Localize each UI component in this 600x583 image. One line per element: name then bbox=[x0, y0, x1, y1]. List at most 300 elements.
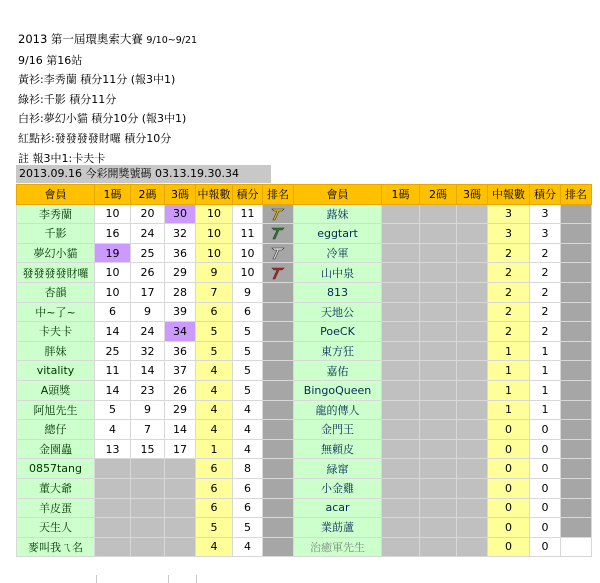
table-row bbox=[17, 478, 592, 498]
pick-n1-right bbox=[382, 420, 420, 440]
pick-n3-right bbox=[457, 224, 488, 244]
pick-n2: 24 bbox=[131, 322, 165, 342]
table-row bbox=[17, 224, 592, 244]
hit-count: 10 bbox=[196, 243, 233, 263]
col-member: 會員 bbox=[17, 185, 95, 205]
member-name: 夢幻小貓 bbox=[17, 243, 95, 263]
rank-cell-right bbox=[561, 263, 592, 283]
score-value-right: 2 bbox=[530, 322, 561, 342]
hit-count-right: 1 bbox=[488, 361, 530, 381]
col-n1: 1碼 bbox=[95, 185, 131, 205]
pick-n1-right bbox=[382, 302, 420, 322]
hit-count: 5 bbox=[196, 341, 233, 361]
pick-n2-right bbox=[420, 282, 457, 302]
member-name-right: 嘉佑 bbox=[294, 361, 382, 381]
pick-n1: 16 bbox=[95, 224, 131, 244]
member-name-right: 山中泉 bbox=[294, 263, 382, 283]
pick-n2-right bbox=[420, 341, 457, 361]
member-name-right: eggtart bbox=[294, 224, 382, 244]
pick-n3-right bbox=[457, 282, 488, 302]
score-value-right: 1 bbox=[530, 380, 561, 400]
pick-n2: 17 bbox=[131, 282, 165, 302]
pick-n1-right bbox=[382, 478, 420, 498]
col-n1-right: 1碼 bbox=[382, 185, 420, 205]
member-name-right: 業莇蘆 bbox=[294, 518, 382, 538]
score-value-right: 0 bbox=[530, 478, 561, 498]
score-value: 10 bbox=[233, 243, 263, 263]
score-value: 11 bbox=[233, 224, 263, 244]
pick-n3: 37 bbox=[165, 361, 196, 381]
member-name-right: 蕗妹 bbox=[294, 204, 382, 224]
hit-count: 4 bbox=[196, 400, 233, 420]
grid-line-stub bbox=[168, 575, 169, 583]
pick-n3: 36 bbox=[165, 341, 196, 361]
stage-line: 9/16 第16站 bbox=[18, 53, 83, 67]
hit-count: 10 bbox=[196, 224, 233, 244]
pick-n1-right bbox=[382, 282, 420, 302]
hit-count: 4 bbox=[196, 537, 233, 557]
pick-n2 bbox=[131, 459, 165, 479]
hit-count-right: 1 bbox=[488, 380, 530, 400]
pick-n1: 10 bbox=[95, 282, 131, 302]
table-row bbox=[17, 380, 592, 400]
pick-n3: 29 bbox=[165, 263, 196, 283]
pick-n1: 19 bbox=[95, 243, 131, 263]
pick-n3 bbox=[165, 498, 196, 518]
pick-n1: 6 bbox=[95, 302, 131, 322]
pick-n2-right bbox=[420, 400, 457, 420]
member-name: 胖妹 bbox=[17, 341, 95, 361]
table-row bbox=[17, 243, 592, 263]
member-name: 杏韻 bbox=[17, 282, 95, 302]
member-name: 發發發發財囉 bbox=[17, 263, 95, 283]
pick-n1-right bbox=[382, 498, 420, 518]
member-name: 麥叫我ㄟ名 bbox=[17, 537, 95, 557]
member-name-right: 金門王 bbox=[294, 420, 382, 440]
draw-result-bar: 2013.09.16 今彩開獎號碼 03.13.19.30.34 bbox=[16, 165, 271, 183]
hit-count-right: 3 bbox=[488, 204, 530, 224]
pick-n2: 9 bbox=[131, 302, 165, 322]
rank-cell bbox=[263, 341, 294, 361]
score-value: 4 bbox=[233, 439, 263, 459]
pick-n1-right bbox=[382, 537, 420, 557]
score-value-right: 2 bbox=[530, 263, 561, 283]
pick-n3: 29 bbox=[165, 400, 196, 420]
hit-count: 4 bbox=[196, 380, 233, 400]
score-value-right: 2 bbox=[530, 282, 561, 302]
hit-count-right: 0 bbox=[488, 498, 530, 518]
rank-cell bbox=[263, 537, 294, 557]
score-value-right: 2 bbox=[530, 302, 561, 322]
rank-cell bbox=[263, 498, 294, 518]
rank-cell bbox=[263, 204, 294, 224]
hit-count-right: 0 bbox=[488, 439, 530, 459]
pick-n3: 32 bbox=[165, 224, 196, 244]
date-range: 9/10~9/21 bbox=[146, 35, 198, 46]
yellow-jersey-icon bbox=[270, 207, 286, 221]
pick-n3: 17 bbox=[165, 439, 196, 459]
hit-count: 4 bbox=[196, 361, 233, 381]
pick-n2 bbox=[131, 498, 165, 518]
pick-n2-right bbox=[420, 322, 457, 342]
column-header-row bbox=[17, 185, 592, 205]
score-value-right: 0 bbox=[530, 498, 561, 518]
grid-line-stub bbox=[196, 575, 197, 583]
rank-cell-right bbox=[561, 518, 592, 538]
col-n2: 2碼 bbox=[131, 185, 165, 205]
score-value: 10 bbox=[233, 263, 263, 283]
hit-count: 7 bbox=[196, 282, 233, 302]
pick-n3 bbox=[165, 459, 196, 479]
contest-title: 2013 第一屆環奧索大賽 bbox=[18, 32, 143, 46]
col-rank: 排名 bbox=[263, 185, 294, 205]
pick-n3: 39 bbox=[165, 302, 196, 322]
pick-n2-right bbox=[420, 380, 457, 400]
rank-cell bbox=[263, 459, 294, 479]
pick-n3 bbox=[165, 478, 196, 498]
member-name: 中~了~ bbox=[17, 302, 95, 322]
pick-n1: 5 bbox=[95, 400, 131, 420]
pick-n3: 36 bbox=[165, 243, 196, 263]
score-value: 4 bbox=[233, 420, 263, 440]
pick-n2-right bbox=[420, 361, 457, 381]
member-name-right: 緑窜 bbox=[294, 459, 382, 479]
pick-n3-right bbox=[457, 263, 488, 283]
pick-n1 bbox=[95, 478, 131, 498]
col-n2-right: 2碼 bbox=[420, 185, 457, 205]
col-score-right: 積分 bbox=[530, 185, 561, 205]
pick-n2-right bbox=[420, 224, 457, 244]
rank-cell bbox=[263, 322, 294, 342]
pick-n2: 26 bbox=[131, 263, 165, 283]
col-hits: 中報數 bbox=[196, 185, 233, 205]
pick-n3: 26 bbox=[165, 380, 196, 400]
table-row bbox=[17, 420, 592, 440]
hit-count: 5 bbox=[196, 518, 233, 538]
rank-cell-right bbox=[561, 380, 592, 400]
score-value: 9 bbox=[233, 282, 263, 302]
member-name: 卡夫卡 bbox=[17, 322, 95, 342]
pick-n3-right bbox=[457, 204, 488, 224]
member-name: 金園蟲 bbox=[17, 439, 95, 459]
hit-count-right: 0 bbox=[488, 478, 530, 498]
col-rank-right: 排名 bbox=[561, 185, 592, 205]
score-value: 8 bbox=[233, 459, 263, 479]
col-hits-right: 中報數 bbox=[488, 185, 530, 205]
hit-count: 6 bbox=[196, 498, 233, 518]
score-value: 6 bbox=[233, 302, 263, 322]
hit-count: 5 bbox=[196, 322, 233, 342]
table-row bbox=[17, 302, 592, 322]
member-name-right: 813 bbox=[294, 282, 382, 302]
rank-cell bbox=[263, 282, 294, 302]
pick-n3-right bbox=[457, 537, 488, 557]
hit-count: 9 bbox=[196, 263, 233, 283]
member-name: 天生人 bbox=[17, 518, 95, 538]
pick-n1: 14 bbox=[95, 380, 131, 400]
score-value: 5 bbox=[233, 380, 263, 400]
pick-n3-right bbox=[457, 361, 488, 381]
grid-line-stub bbox=[96, 575, 97, 583]
member-name-right: 小金雞 bbox=[294, 478, 382, 498]
score-value-right: 0 bbox=[530, 459, 561, 479]
pick-n1: 11 bbox=[95, 361, 131, 381]
member-name-right: BingoQueen bbox=[294, 380, 382, 400]
col-n3-right: 3碼 bbox=[457, 185, 488, 205]
table-row bbox=[17, 518, 592, 538]
pick-n2 bbox=[131, 537, 165, 557]
pick-n2-right bbox=[420, 420, 457, 440]
rank-cell bbox=[263, 400, 294, 420]
pick-n3-right bbox=[457, 498, 488, 518]
member-name: 總仔 bbox=[17, 420, 95, 440]
pick-n3-right bbox=[457, 400, 488, 420]
score-value: 6 bbox=[233, 478, 263, 498]
pick-n2-right bbox=[420, 498, 457, 518]
hit-count-right: 3 bbox=[488, 224, 530, 244]
polka-jersey-icon bbox=[270, 266, 286, 280]
note-line: 註 報3中1:卡夫卡 bbox=[18, 151, 106, 165]
rank-cell-right bbox=[561, 498, 592, 518]
pick-n1-right bbox=[382, 459, 420, 479]
rank-cell bbox=[263, 439, 294, 459]
pick-n3: 28 bbox=[165, 282, 196, 302]
pick-n1-right bbox=[382, 400, 420, 420]
rank-cell-right bbox=[561, 341, 592, 361]
score-value-right: 1 bbox=[530, 341, 561, 361]
score-value-right: 1 bbox=[530, 361, 561, 381]
rank-cell-right bbox=[561, 400, 592, 420]
pick-n1: 10 bbox=[95, 263, 131, 283]
pick-n1-right bbox=[382, 380, 420, 400]
col-member-right: 會員 bbox=[294, 185, 382, 205]
pick-n2: 23 bbox=[131, 380, 165, 400]
score-value-right: 3 bbox=[530, 204, 561, 224]
white-jersey-line: 白衫:夢幻小貓 積分10分 (報3中1) bbox=[18, 112, 187, 126]
pick-n1-right bbox=[382, 263, 420, 283]
pick-n3-right bbox=[457, 459, 488, 479]
member-name-right: acar bbox=[294, 498, 382, 518]
score-value: 5 bbox=[233, 322, 263, 342]
yellow-jersey-line: 黃衫:李秀蘭 積分11分 (報3中1) bbox=[18, 73, 176, 87]
score-value-right: 1 bbox=[530, 400, 561, 420]
table-row bbox=[17, 322, 592, 342]
pick-n2: 20 bbox=[131, 204, 165, 224]
rank-cell bbox=[263, 361, 294, 381]
score-value: 4 bbox=[233, 400, 263, 420]
pick-n2: 15 bbox=[131, 439, 165, 459]
pick-n2-right bbox=[420, 459, 457, 479]
score-value: 5 bbox=[233, 341, 263, 361]
table-row bbox=[17, 400, 592, 420]
pick-n2-right bbox=[420, 302, 457, 322]
rank-cell bbox=[263, 243, 294, 263]
pick-n3-right bbox=[457, 518, 488, 538]
table-row bbox=[17, 263, 592, 283]
rank-cell-right bbox=[561, 478, 592, 498]
pick-n3-right bbox=[457, 380, 488, 400]
pick-n3 bbox=[165, 537, 196, 557]
rank-cell-right bbox=[561, 361, 592, 381]
green-jersey-line: 綠衫:千影 積分11分 bbox=[18, 92, 117, 106]
rank-cell-right bbox=[561, 322, 592, 342]
white-jersey-icon bbox=[270, 246, 286, 260]
member-name-right: 東方狂 bbox=[294, 341, 382, 361]
pick-n1 bbox=[95, 459, 131, 479]
pick-n2: 24 bbox=[131, 224, 165, 244]
standings-table bbox=[16, 184, 592, 557]
hit-count-right: 0 bbox=[488, 459, 530, 479]
score-value: 5 bbox=[233, 361, 263, 381]
rank-cell bbox=[263, 518, 294, 538]
pick-n1-right bbox=[382, 224, 420, 244]
hit-count-right: 0 bbox=[488, 420, 530, 440]
polka-jersey-line: 紅點衫:發發發發財囉 積分10分 bbox=[18, 131, 172, 145]
hit-count: 6 bbox=[196, 459, 233, 479]
pick-n3-right bbox=[457, 478, 488, 498]
rank-cell-right bbox=[561, 537, 592, 557]
rank-cell bbox=[263, 224, 294, 244]
pick-n2-right bbox=[420, 537, 457, 557]
member-name-right: 龍的傳人 bbox=[294, 400, 382, 420]
rank-cell-right bbox=[561, 204, 592, 224]
table-row bbox=[17, 204, 592, 224]
rank-cell-right bbox=[561, 282, 592, 302]
pick-n2: 25 bbox=[131, 243, 165, 263]
member-name-right: 治癒軍先生 bbox=[294, 537, 382, 557]
pick-n2: 32 bbox=[131, 341, 165, 361]
hit-count-right: 2 bbox=[488, 302, 530, 322]
rank-cell-right bbox=[561, 420, 592, 440]
pick-n1-right bbox=[382, 361, 420, 381]
hit-count-right: 2 bbox=[488, 322, 530, 342]
pick-n1-right bbox=[382, 518, 420, 538]
pick-n1: 4 bbox=[95, 420, 131, 440]
score-value: 4 bbox=[233, 537, 263, 557]
pick-n3: 14 bbox=[165, 420, 196, 440]
table-row bbox=[17, 361, 592, 381]
pick-n3-right bbox=[457, 243, 488, 263]
member-name: 董大爺 bbox=[17, 478, 95, 498]
pick-n2 bbox=[131, 518, 165, 538]
member-name: 羊皮蛋 bbox=[17, 498, 95, 518]
score-value: 11 bbox=[233, 204, 263, 224]
pick-n3: 34 bbox=[165, 322, 196, 342]
pick-n3-right bbox=[457, 439, 488, 459]
score-value-right: 0 bbox=[530, 537, 561, 557]
member-name: 千影 bbox=[17, 224, 95, 244]
pick-n3-right bbox=[457, 322, 488, 342]
score-value-right: 3 bbox=[530, 224, 561, 244]
table-row bbox=[17, 459, 592, 479]
rank-cell-right bbox=[561, 439, 592, 459]
table-row bbox=[17, 341, 592, 361]
pick-n1-right bbox=[382, 341, 420, 361]
pick-n2: 7 bbox=[131, 420, 165, 440]
member-name: A頭獎 bbox=[17, 380, 95, 400]
pick-n1 bbox=[95, 518, 131, 538]
rank-cell bbox=[263, 478, 294, 498]
table-row bbox=[17, 282, 592, 302]
pick-n2 bbox=[131, 478, 165, 498]
hit-count: 10 bbox=[196, 204, 233, 224]
pick-n1-right bbox=[382, 243, 420, 263]
pick-n1: 25 bbox=[95, 341, 131, 361]
pick-n2-right bbox=[420, 243, 457, 263]
pick-n1: 13 bbox=[95, 439, 131, 459]
rank-cell bbox=[263, 380, 294, 400]
member-name-right: PoeCK bbox=[294, 322, 382, 342]
pick-n3-right bbox=[457, 341, 488, 361]
hit-count: 1 bbox=[196, 439, 233, 459]
pick-n2-right bbox=[420, 204, 457, 224]
score-value-right: 2 bbox=[530, 243, 561, 263]
rank-cell bbox=[263, 302, 294, 322]
pick-n2: 9 bbox=[131, 400, 165, 420]
pick-n3-right bbox=[457, 302, 488, 322]
table-row bbox=[17, 537, 592, 557]
pick-n2-right bbox=[420, 263, 457, 283]
pick-n1-right bbox=[382, 439, 420, 459]
score-value-right: 0 bbox=[530, 439, 561, 459]
hit-count: 6 bbox=[196, 478, 233, 498]
member-name: 0857tang bbox=[17, 459, 95, 479]
member-name: vitality bbox=[17, 361, 95, 381]
hit-count-right: 1 bbox=[488, 341, 530, 361]
member-name: 李秀蘭 bbox=[17, 204, 95, 224]
rank-cell-right bbox=[561, 243, 592, 263]
rank-cell-right bbox=[561, 459, 592, 479]
col-n3: 3碼 bbox=[165, 185, 196, 205]
hit-count-right: 0 bbox=[488, 518, 530, 538]
pick-n1-right bbox=[382, 204, 420, 224]
hit-count: 6 bbox=[196, 302, 233, 322]
table-row bbox=[17, 498, 592, 518]
pick-n3 bbox=[165, 518, 196, 538]
contest-title-line bbox=[18, 30, 197, 51]
score-value-right: 0 bbox=[530, 420, 561, 440]
pick-n3: 30 bbox=[165, 204, 196, 224]
member-name: 阿旭先生 bbox=[17, 400, 95, 420]
hit-count-right: 1 bbox=[488, 400, 530, 420]
pick-n1: 10 bbox=[95, 204, 131, 224]
hit-count: 4 bbox=[196, 420, 233, 440]
member-name-right: 無頼皮 bbox=[294, 439, 382, 459]
pick-n2-right bbox=[420, 478, 457, 498]
rank-cell bbox=[263, 263, 294, 283]
hit-count-right: 2 bbox=[488, 243, 530, 263]
hit-count-right: 0 bbox=[488, 537, 530, 557]
member-name-right: 天地公 bbox=[294, 302, 382, 322]
pick-n2: 14 bbox=[131, 361, 165, 381]
rank-cell-right bbox=[561, 224, 592, 244]
pick-n1: 14 bbox=[95, 322, 131, 342]
rank-cell bbox=[263, 420, 294, 440]
col-score: 積分 bbox=[233, 185, 263, 205]
rank-cell-right bbox=[561, 302, 592, 322]
header-block bbox=[18, 30, 197, 168]
pick-n1 bbox=[95, 537, 131, 557]
member-name-right: 冷軍 bbox=[294, 243, 382, 263]
pick-n1 bbox=[95, 498, 131, 518]
pick-n3-right bbox=[457, 420, 488, 440]
score-value-right: 0 bbox=[530, 518, 561, 538]
hit-count-right: 2 bbox=[488, 282, 530, 302]
score-value: 5 bbox=[233, 518, 263, 538]
pick-n2-right bbox=[420, 518, 457, 538]
hit-count-right: 2 bbox=[488, 263, 530, 283]
pick-n2-right bbox=[420, 439, 457, 459]
